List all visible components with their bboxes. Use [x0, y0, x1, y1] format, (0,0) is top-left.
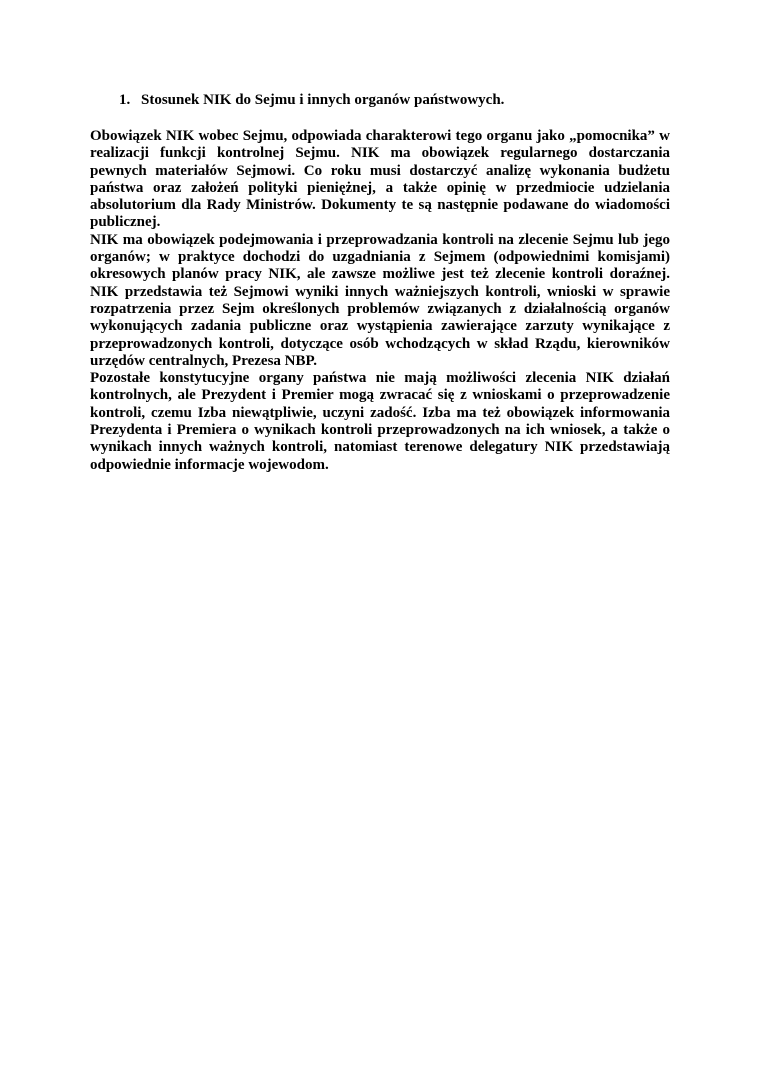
paragraph-nik-controls-on-commission: NIK ma obowiązek podejmowania i przeprowadzania kontroli na zlecenie Sejmu lub jego organów; w praktyce dochodzi do uzgadniania z Sejmem (odpowiednimi komisjami) okresowych planów pracy NIK, ale zawsze możliwe jest też zlecenie kontroli doraźnej. NIK przedstawia też Sejmowi wyniki innych ważniejszych kontroli, wnioski w sprawie rozpatrzenia przez Sejm określonych problemów związanych z działalnością organów wykonujących zadania publiczne oraz wystąpienia zawierające zarzuty wynikające z przeprowadzonych kontroli, dotyczące osób wchodzących w skład Rządu, kierowników urzędów centralnych, Prezesa NBP.	[90, 231, 670, 369]
heading-text: Stosunek NIK do Sejmu i innych organów państwowych.	[141, 92, 505, 108]
heading-number: 1.	[119, 92, 131, 108]
paragraph-nik-obligation-to-sejm: Obowiązek NIK wobec Sejmu, odpowiada charakterowi tego organu jako „pomocnika” w realizacji funkcji kontrolnej Sejmu. NIK ma obowiązek regularnego dostarczania pewnych materiałów Sejmowi. Co roku musi dostarczyć analizę wykonania budżetu państwa oraz założeń polityki pieniężnej, a także opinię w przedmiocie udzielania absolutorium dla Rady Ministrów. Dokumenty te są następnie podawane do wiadomości publicznej.	[90, 128, 670, 231]
paragraph-other-state-organs: Pozostałe konstytucyjne organy państwa nie mają możliwości zlecenia NIK działań kontrolnych, ale Prezydent i Premier mogą zwracać się z wnioskami o przeprowadzenie kontroli, czemu Izba niewątpliwie, uczyni zadość. Izba ma też obowiązek informowania Prezydenta i Premiera o wynikach kontroli przeprowadzonych na ich wniosek, a także o wynikach innych ważnych kontroli, natomiast terenowe delegatury NIK przedstawiają odpowiednie informacje wojewodom.	[90, 370, 670, 473]
section-body	[90, 128, 670, 474]
section-heading	[119, 90, 679, 110]
